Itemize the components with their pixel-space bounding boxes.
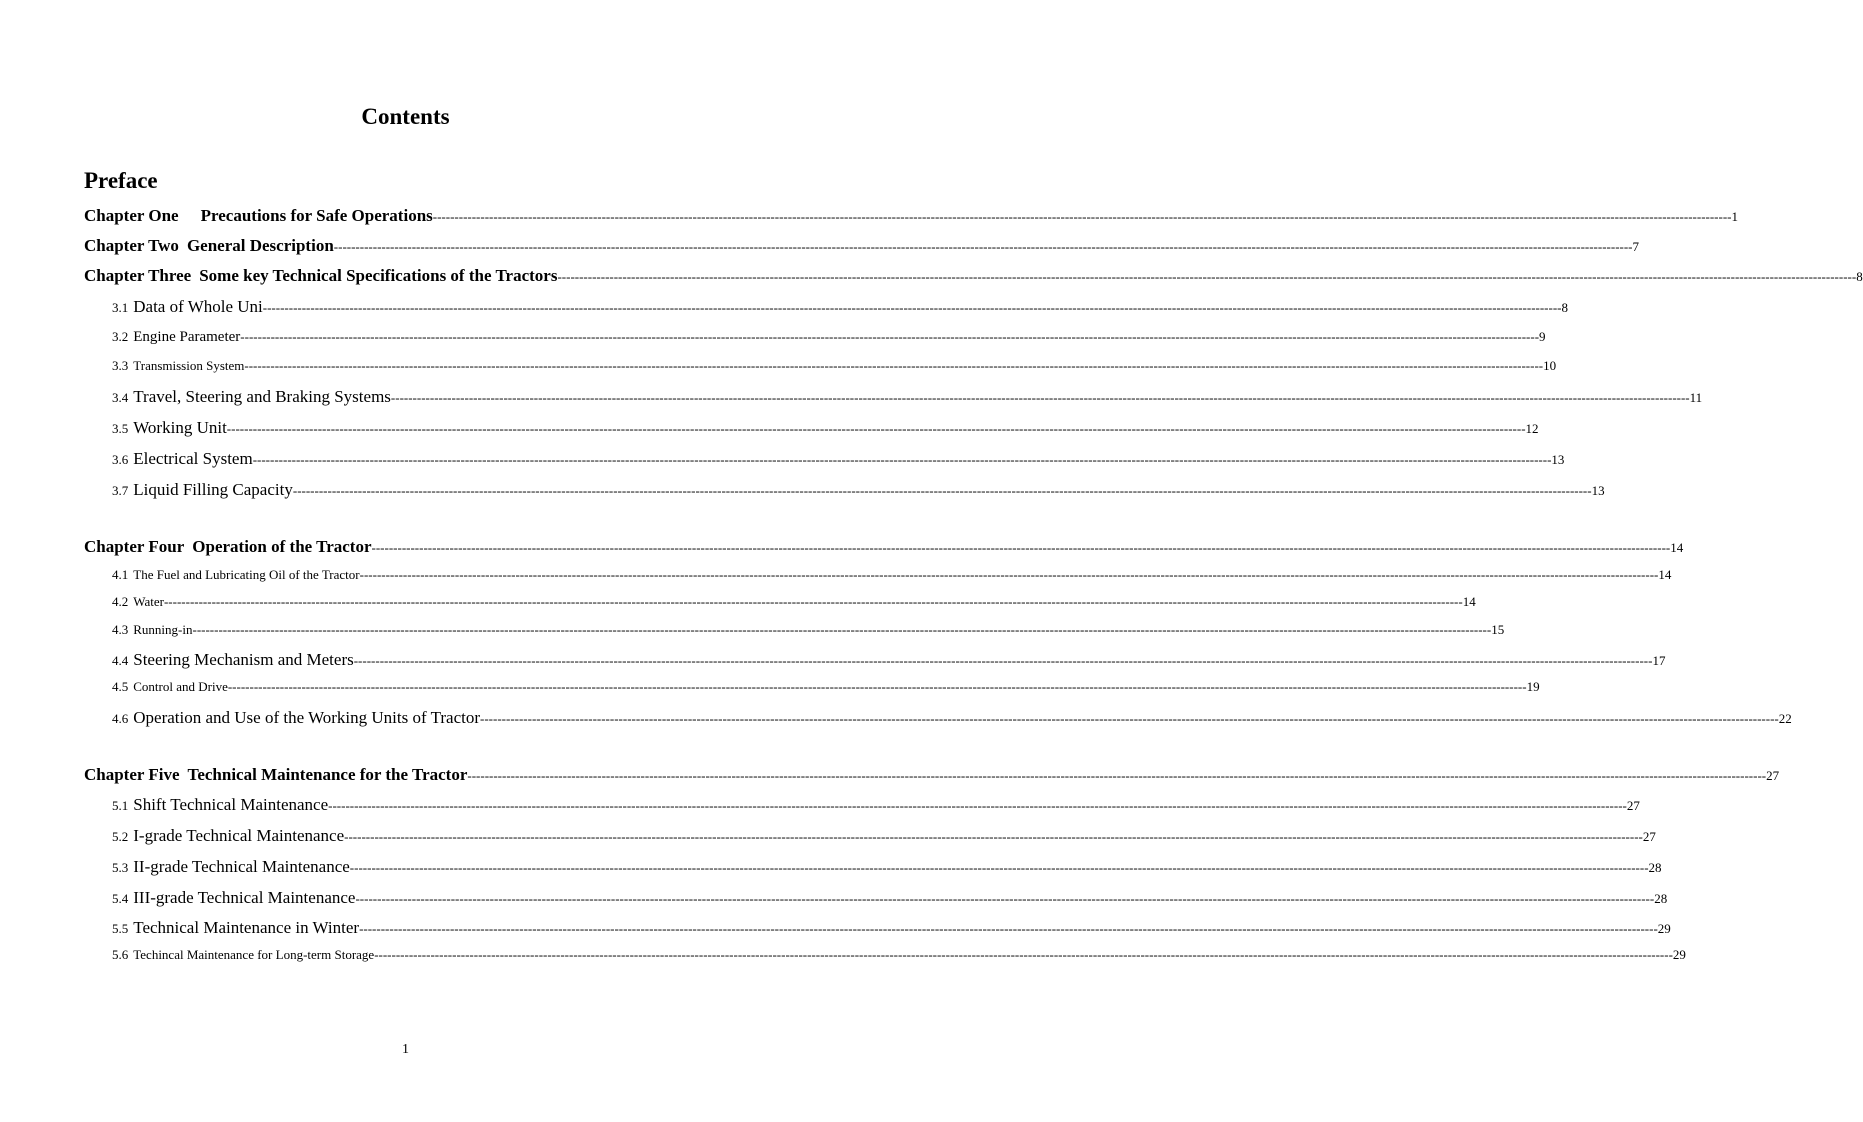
toc-section-title bbox=[112, 594, 164, 610]
section-title: Data of Whole Uni bbox=[133, 297, 263, 316]
chapter-title: General Description bbox=[186, 236, 334, 255]
section-number: 3.7 bbox=[112, 483, 129, 498]
toc-chapter-title bbox=[84, 206, 433, 226]
toc-section-title bbox=[112, 329, 240, 346]
section-title: Electrical System bbox=[133, 449, 253, 468]
section-number: 3.5 bbox=[112, 421, 129, 436]
section-title: Water bbox=[133, 594, 164, 609]
toc-section-entry bbox=[112, 297, 1568, 317]
chapter-title: Precautions for Safe Operations bbox=[200, 206, 433, 225]
toc-page-number: 29 bbox=[1672, 947, 1686, 962]
dot-leader: ------------------------------------------------------------------------------------------------------------------------------------------------------------------------------------------------------------------------------------------------------------------------------------------------------------ bbox=[374, 947, 1673, 962]
toc-page-number: 28 bbox=[1648, 860, 1662, 875]
section-title: Shift Technical Maintenance bbox=[133, 795, 329, 814]
toc-section-title bbox=[112, 888, 355, 908]
toc-chapter-entry bbox=[84, 537, 1684, 557]
toc-section-title bbox=[112, 826, 344, 846]
toc-page-number: 27 bbox=[1766, 768, 1780, 783]
section-number: 5.4 bbox=[112, 891, 129, 906]
section-number: 5.1 bbox=[112, 798, 129, 813]
page-title: Contents bbox=[361, 104, 450, 129]
toc-section-entry bbox=[112, 857, 1662, 877]
toc-chapter-entry bbox=[84, 266, 1863, 286]
toc-page-number: 14 bbox=[1658, 567, 1672, 582]
section-number: 5.6 bbox=[112, 947, 129, 962]
section-number: 4.5 bbox=[112, 679, 129, 694]
toc-section-entry bbox=[112, 826, 1656, 846]
section-number: 3.4 bbox=[112, 390, 129, 405]
chapter-number: Chapter One bbox=[84, 206, 179, 225]
toc-chapter-entry bbox=[84, 236, 1640, 256]
dot-leader: ------------------------------------------------------------------------------------------------------------------------------------------------------------------------------------------------------------------------------------------------------------------------------------------------------------ bbox=[432, 209, 1732, 224]
toc-page-number: 15 bbox=[1491, 622, 1505, 637]
dot-leader: ------------------------------------------------------------------------------------------------------------------------------------------------------------------------------------------------------------------------------------------------------------------------------------------------------------ bbox=[353, 653, 1653, 668]
toc-page-number: 13 bbox=[1551, 452, 1565, 467]
dot-leader: ------------------------------------------------------------------------------------------------------------------------------------------------------------------------------------------------------------------------------------------------------------------------------------------------------------ bbox=[344, 829, 1643, 844]
section-number: 4.3 bbox=[112, 622, 129, 637]
section-title: Technical Maintenance in Winter bbox=[133, 918, 360, 937]
toc-section-title bbox=[112, 449, 253, 469]
toc-section-entry bbox=[112, 947, 1686, 963]
toc-section-title bbox=[112, 947, 374, 963]
toc-section-title bbox=[112, 387, 391, 407]
toc-section-entry bbox=[112, 358, 1557, 374]
toc-page-number: 9 bbox=[1539, 329, 1546, 344]
toc-page-number: 8 bbox=[1561, 300, 1568, 315]
section-title: Running-in bbox=[133, 622, 193, 637]
toc-section-title bbox=[112, 918, 359, 938]
section-number: 4.1 bbox=[112, 567, 129, 582]
dot-leader: ------------------------------------------------------------------------------------------------------------------------------------------------------------------------------------------------------------------------------------------------------------------------------------------------------------ bbox=[240, 329, 1540, 344]
toc-page-number: 12 bbox=[1525, 421, 1539, 436]
section-number: 4.2 bbox=[112, 594, 129, 609]
dot-leader: ------------------------------------------------------------------------------------------------------------------------------------------------------------------------------------------------------------------------------------------------------------------------------------------------------------ bbox=[226, 421, 1526, 436]
section-title: Techincal Maintenance for Long-term Storage bbox=[133, 947, 375, 962]
dot-leader: ------------------------------------------------------------------------------------------------------------------------------------------------------------------------------------------------------------------------------------------------------------------------------------------------------------ bbox=[467, 768, 1767, 783]
dot-leader: ------------------------------------------------------------------------------------------------------------------------------------------------------------------------------------------------------------------------------------------------------------------------------------------------------------ bbox=[371, 540, 1671, 555]
toc-section-entry bbox=[112, 918, 1671, 938]
dot-leader: ------------------------------------------------------------------------------------------------------------------------------------------------------------------------------------------------------------------------------------------------------------------------------------------------------------ bbox=[359, 567, 1659, 582]
toc-section-title bbox=[112, 622, 192, 638]
preface-heading: Preface bbox=[84, 168, 158, 193]
section-number: 3.3 bbox=[112, 358, 129, 373]
toc-page-number: 14 bbox=[1670, 540, 1684, 555]
section-number: 5.2 bbox=[112, 829, 129, 844]
dot-leader: ------------------------------------------------------------------------------------------------------------------------------------------------------------------------------------------------------------------------------------------------------------------------------------------------------------ bbox=[292, 483, 1592, 498]
chapter-number: Chapter Five bbox=[84, 765, 180, 784]
toc-page-number: 27 bbox=[1626, 798, 1640, 813]
toc-section-title bbox=[112, 418, 227, 438]
toc-section-entry bbox=[112, 795, 1640, 815]
section-title: Transmission System bbox=[133, 358, 245, 373]
dot-leader: ------------------------------------------------------------------------------------------------------------------------------------------------------------------------------------------------------------------------------------------------------------------------------------------------------------ bbox=[557, 269, 1857, 284]
toc-page-number: 28 bbox=[1654, 891, 1668, 906]
section-title: Travel, Steering and Braking Systems bbox=[133, 387, 391, 406]
section-number: 3.2 bbox=[112, 329, 129, 344]
toc-page-number: 27 bbox=[1642, 829, 1656, 844]
chapter-number: Chapter Four bbox=[84, 537, 185, 556]
toc-page-number: 1 bbox=[1731, 209, 1738, 224]
section-title: II-grade Technical Maintenance bbox=[133, 857, 350, 876]
toc-section-entry bbox=[112, 708, 1792, 728]
section-number: 3.6 bbox=[112, 452, 129, 467]
toc-chapter-entry bbox=[84, 206, 1738, 226]
toc-section-title bbox=[112, 650, 354, 670]
toc-page-number: 29 bbox=[1657, 921, 1671, 936]
section-number: 3.1 bbox=[112, 300, 129, 315]
chapter-title: Operation of the Tractor bbox=[192, 537, 372, 556]
chapter-title: Technical Maintenance for the Tractor bbox=[187, 765, 468, 784]
chapter-title: Some key Technical Specifications of the Tractors bbox=[199, 266, 558, 285]
toc-section-entry bbox=[112, 888, 1668, 908]
section-title: III-grade Technical Maintenance bbox=[133, 888, 356, 907]
toc-chapter-title bbox=[84, 537, 372, 557]
dot-leader: ------------------------------------------------------------------------------------------------------------------------------------------------------------------------------------------------------------------------------------------------------------------------------------------------------------ bbox=[390, 390, 1690, 405]
section-title: Liquid Filling Capacity bbox=[133, 480, 293, 499]
section-title: Working Unit bbox=[133, 418, 227, 437]
section-number: 4.6 bbox=[112, 711, 129, 726]
dot-leader: ------------------------------------------------------------------------------------------------------------------------------------------------------------------------------------------------------------------------------------------------------------------------------------------------------------ bbox=[328, 798, 1627, 813]
toc-section-title bbox=[112, 795, 328, 815]
toc-chapter-entry bbox=[84, 765, 1780, 785]
dot-leader: ------------------------------------------------------------------------------------------------------------------------------------------------------------------------------------------------------------------------------------------------------------------------------------------------------------ bbox=[262, 300, 1562, 315]
dot-leader: ------------------------------------------------------------------------------------------------------------------------------------------------------------------------------------------------------------------------------------------------------------------------------------------------------------ bbox=[163, 594, 1463, 609]
toc-section-title bbox=[112, 567, 360, 583]
toc-page-number: 8 bbox=[1856, 269, 1863, 284]
section-title: Steering Mechanism and Meters bbox=[133, 650, 354, 669]
dot-leader: ------------------------------------------------------------------------------------------------------------------------------------------------------------------------------------------------------------------------------------------------------------------------------------------------------------ bbox=[244, 358, 1544, 373]
toc-chapter-title bbox=[84, 765, 467, 785]
toc-section-title bbox=[112, 480, 293, 500]
section-title: Engine Parameter bbox=[133, 329, 241, 345]
dot-leader: ------------------------------------------------------------------------------------------------------------------------------------------------------------------------------------------------------------------------------------------------------------------------------------------------------------ bbox=[252, 452, 1552, 467]
toc-section-entry bbox=[112, 567, 1672, 583]
toc-section-title bbox=[112, 297, 263, 317]
toc-section-entry bbox=[112, 480, 1605, 500]
page-number: 1 bbox=[402, 1042, 409, 1057]
toc-page-number: 11 bbox=[1689, 390, 1703, 405]
toc-page-number: 22 bbox=[1778, 711, 1792, 726]
dot-leader: ------------------------------------------------------------------------------------------------------------------------------------------------------------------------------------------------------------------------------------------------------------------------------------------------------------ bbox=[355, 891, 1655, 906]
section-title: The Fuel and Lubricating Oil of the Tractor bbox=[133, 567, 360, 582]
section-number: 5.3 bbox=[112, 860, 129, 875]
dot-leader: ------------------------------------------------------------------------------------------------------------------------------------------------------------------------------------------------------------------------------------------------------------------------------------------------------------ bbox=[359, 921, 1658, 936]
toc-section-title bbox=[112, 708, 480, 728]
toc-section-entry bbox=[112, 387, 1703, 407]
toc-section-entry bbox=[112, 594, 1476, 610]
section-number: 5.5 bbox=[112, 921, 129, 936]
dot-leader: ------------------------------------------------------------------------------------------------------------------------------------------------------------------------------------------------------------------------------------------------------------------------------------------------------------ bbox=[192, 622, 1492, 637]
toc-section-entry bbox=[112, 418, 1539, 438]
section-title: Operation and Use of the Working Units of Tractor bbox=[133, 708, 481, 727]
toc-page-number: 14 bbox=[1462, 594, 1476, 609]
toc-section-entry bbox=[112, 329, 1546, 346]
toc-section-entry bbox=[112, 622, 1505, 638]
dot-leader: ------------------------------------------------------------------------------------------------------------------------------------------------------------------------------------------------------------------------------------------------------------------------------------------------------------ bbox=[349, 860, 1649, 875]
dot-leader: ------------------------------------------------------------------------------------------------------------------------------------------------------------------------------------------------------------------------------------------------------------------------------------------------------------ bbox=[227, 679, 1527, 694]
section-title: I-grade Technical Maintenance bbox=[133, 826, 345, 845]
section-title: Control and Drive bbox=[133, 679, 228, 694]
toc-page-number: 7 bbox=[1632, 239, 1640, 254]
toc-section-entry bbox=[112, 449, 1565, 469]
toc-section-entry bbox=[112, 650, 1666, 670]
toc-page-number: 17 bbox=[1652, 653, 1666, 668]
toc-section-title bbox=[112, 857, 350, 877]
toc-section-title bbox=[112, 358, 244, 374]
toc-chapter-title bbox=[84, 236, 334, 256]
toc-page-number: 19 bbox=[1526, 679, 1540, 694]
toc-section-title bbox=[112, 679, 228, 695]
toc-page-number: 10 bbox=[1543, 358, 1557, 373]
dot-leader: ------------------------------------------------------------------------------------------------------------------------------------------------------------------------------------------------------------------------------------------------------------------------------------------------------------ bbox=[480, 711, 1779, 726]
toc-page-number: 13 bbox=[1591, 483, 1605, 498]
toc-section-entry bbox=[112, 679, 1540, 695]
toc-chapter-title bbox=[84, 266, 557, 286]
section-number: 4.4 bbox=[112, 653, 129, 668]
chapter-number: Chapter Two bbox=[84, 236, 179, 255]
chapter-number: Chapter Three bbox=[84, 266, 192, 285]
dot-leader: ------------------------------------------------------------------------------------------------------------------------------------------------------------------------------------------------------------------------------------------------------------------------------------------------------------ bbox=[333, 239, 1633, 254]
